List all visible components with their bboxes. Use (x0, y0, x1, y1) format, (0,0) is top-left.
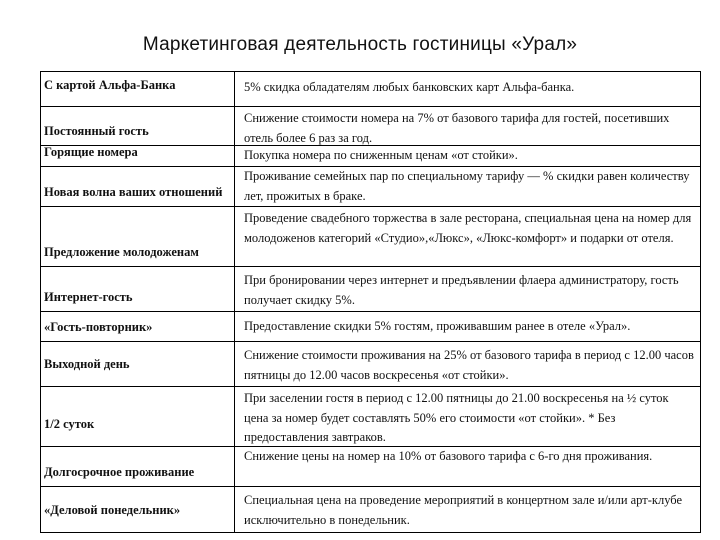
program-name: Долгосрочное проживание (44, 465, 195, 479)
table-row (41, 167, 701, 207)
table-row (41, 387, 701, 447)
program-name: Постоянный гость (44, 124, 149, 138)
program-description: Проживание семейных пар по специальному тарифу — % скидки равен количеству лет, прожитых в браке. (244, 169, 690, 203)
program-name: Предложение молодоженам (44, 245, 199, 259)
table-row (41, 107, 701, 146)
program-name-cell (41, 342, 235, 386)
program-name: «Гость-повторник» (44, 320, 153, 334)
marketing-table (40, 71, 701, 533)
program-name: Интернет-гость (44, 290, 133, 304)
page-title: Маркетинговая деятельность гостиницы «Урал» (142, 34, 578, 55)
program-name-cell (41, 72, 235, 106)
program-name: С картой Альфа-Банка (44, 78, 176, 92)
program-description: При бронировании через интернет и предъявлении флаера администратору, гость получает скидку 5%. (244, 273, 679, 307)
program-name-cell (41, 487, 235, 532)
program-name: Горящие номера (44, 145, 138, 159)
program-name-cell (41, 447, 235, 486)
program-description: Проведение свадебного торжества в зале ресторана, специальная цена на номер для молодоженов категорий «Студио»,«Люкс», «Люкс-комфорт» и подарки от отеля. (244, 211, 692, 245)
table-row (41, 146, 701, 167)
program-name-cell (41, 146, 235, 166)
table-row (41, 487, 701, 533)
program-name-cell (41, 267, 235, 311)
program-name-cell (41, 312, 235, 341)
program-description: Снижение стоимости номера на 7% от базового тарифа для гостей, посетивших отель более 6 раз за год. (244, 111, 670, 145)
table-row (41, 312, 701, 342)
table-row (41, 207, 701, 267)
table-row (41, 267, 701, 312)
program-name: Выходной день (44, 357, 130, 371)
table-row (41, 447, 701, 487)
program-name: 1/2 суток (44, 417, 95, 431)
program-name: «Деловой понедельник» (44, 503, 181, 517)
table-row (41, 72, 701, 107)
program-name-cell (41, 387, 235, 446)
program-description: Снижение стоимости проживания на 25% от базового тарифа в период с 12.00 часов пятницы до 12.00 часов воскресенья «от стойки». (244, 348, 694, 382)
program-name: Новая волна ваших отношений (44, 185, 223, 199)
program-description: Специальная цена на проведение мероприятий в концертном зале и/или арт-клубе исключительно в понедельник. (244, 493, 683, 527)
program-name-cell (41, 107, 235, 145)
program-description: При заселении гостя в период с 12.00 пятницы до 21.00 воскресенья на ½ суток цена за номер будет составлять 50% его стоимости «от стойки». * Без предоставления завтраков. (244, 391, 669, 444)
program-name-cell (41, 207, 235, 266)
table-row (41, 342, 701, 387)
program-name-cell (41, 167, 235, 206)
program-description: Снижение цены на номер на 10% от базового тарифа с 6-го дня проживания. (244, 449, 653, 463)
program-description: 5% скидка обладателям любых банковских карт Альфа-банка. (244, 80, 575, 94)
program-description: Предоставление скидки 5% гостям, проживавшим ранее в отеле «Урал». (244, 319, 631, 333)
program-description: Покупка номера по сниженным ценам «от стойки». (244, 148, 518, 162)
